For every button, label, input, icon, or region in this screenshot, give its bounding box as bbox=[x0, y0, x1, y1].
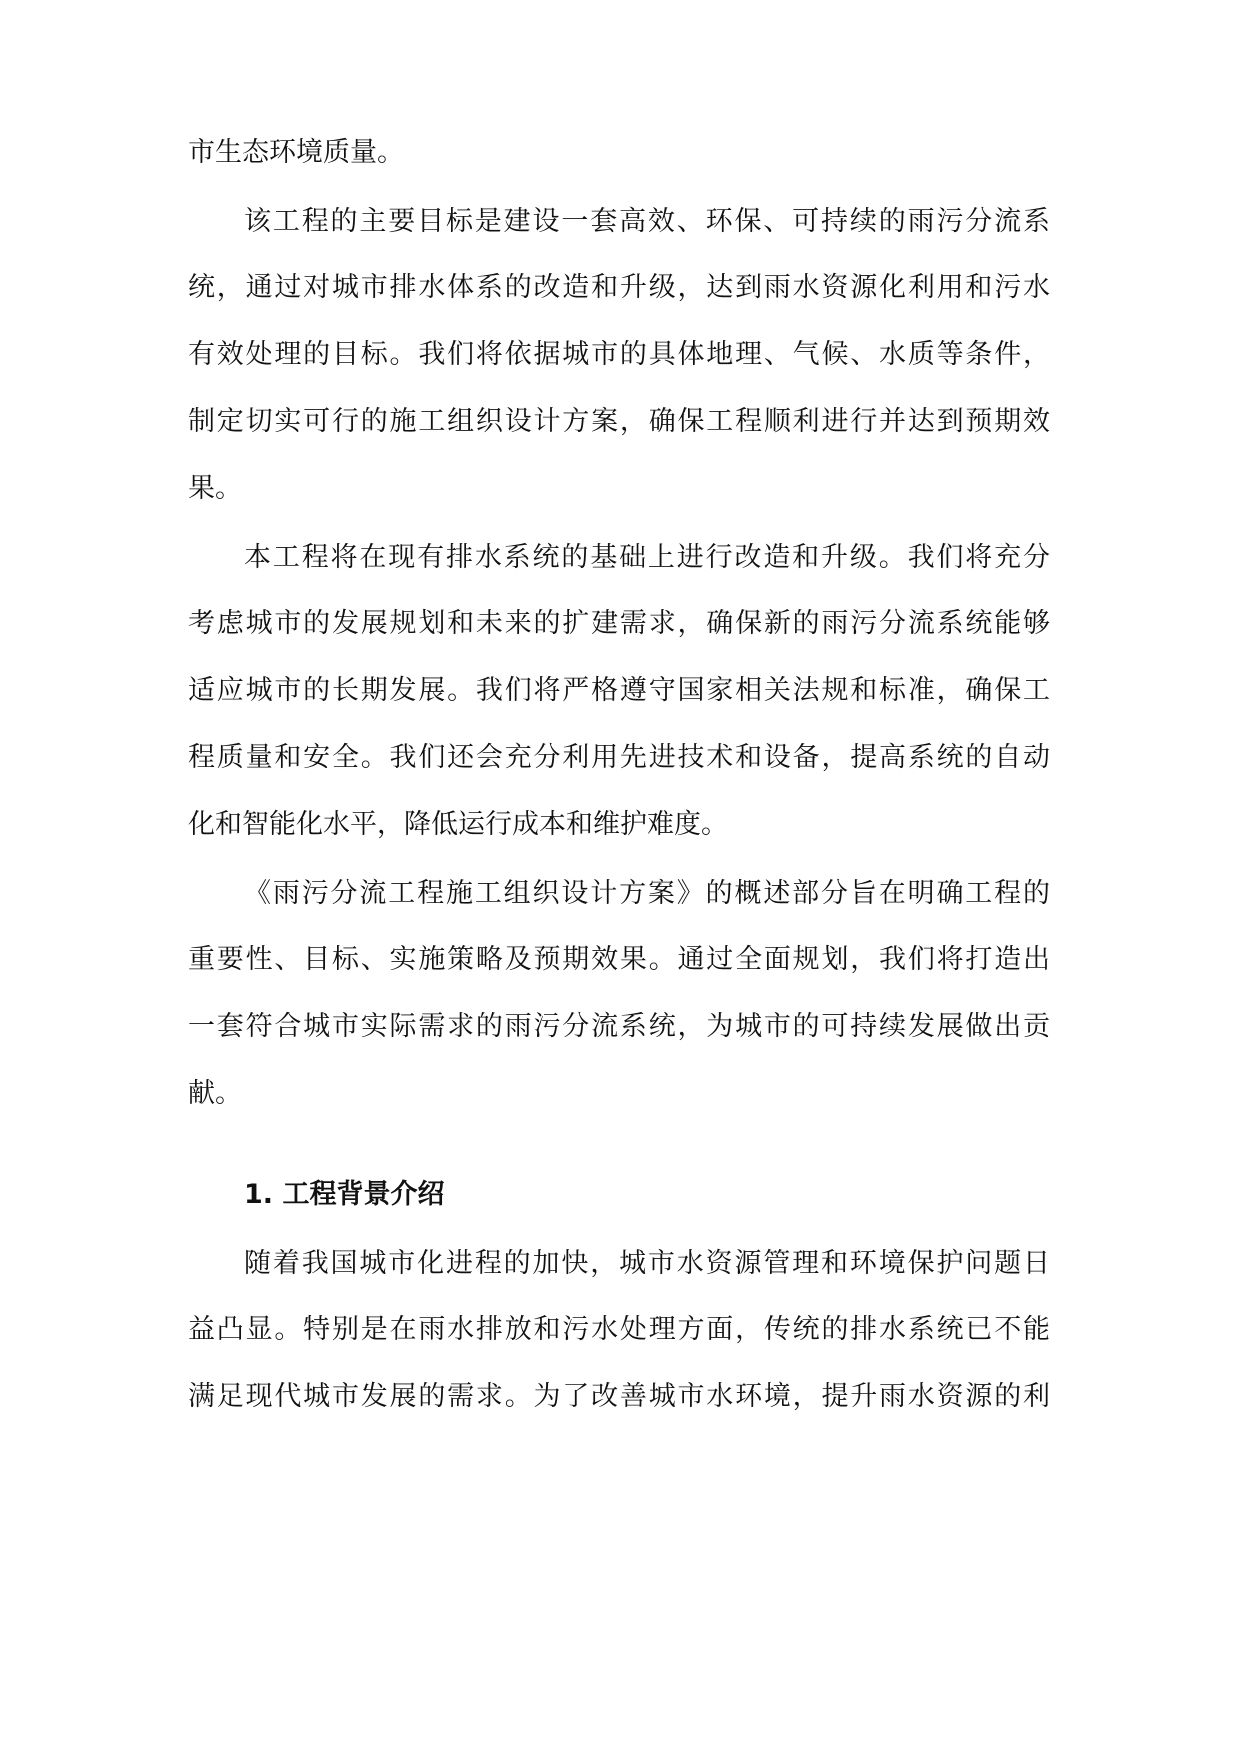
paragraph-line: 考虑城市的发展规划和未来的扩建需求，确保新的雨污分流系统能够 bbox=[188, 608, 1050, 639]
paragraph-line: 《雨污分流工程施工组织设计方案》的概述部分旨在明确工程的 bbox=[244, 878, 1050, 909]
paragraph-line: 有效处理的目标。我们将依据城市的具体地理、气候、水质等条件， bbox=[188, 339, 1050, 370]
paragraph-line: 献。 bbox=[188, 1078, 242, 1109]
paragraph-line: 适应城市的长期发展。我们将严格遵守国家相关法规和标准，确保工 bbox=[188, 675, 1050, 706]
paragraph-line: 该工程的主要目标是建设一套高效、环保、可持续的雨污分流系 bbox=[244, 206, 1050, 237]
paragraph-line: 统，通过对城市排水体系的改造和升级，达到雨水资源化利用和污水 bbox=[188, 272, 1050, 303]
paragraph-line: 本工程将在现有排水系统的基础上进行改造和升级。我们将充分 bbox=[244, 542, 1050, 573]
section-heading: 1. 工程背景介绍 bbox=[244, 1179, 445, 1210]
paragraph-line: 制定切实可行的施工组织设计方案，确保工程顺利进行并达到预期效 bbox=[188, 406, 1050, 437]
paragraph-line: 程质量和安全。我们还会充分利用先进技术和设备，提高系统的自动 bbox=[188, 742, 1050, 773]
paragraph-line: 满足现代城市发展的需求。为了改善城市水环境，提升雨水资源的利 bbox=[188, 1381, 1050, 1412]
paragraph-line: 市生态环境质量。 bbox=[188, 137, 404, 168]
paragraph-line: 化和智能化水平，降低运行成本和维护难度。 bbox=[188, 809, 728, 840]
paragraph-line: 一套符合城市实际需求的雨污分流系统，为城市的可持续发展做出贡 bbox=[188, 1011, 1050, 1042]
paragraph-line: 益凸显。特别是在雨水排放和污水处理方面，传统的排水系统已不能 bbox=[188, 1314, 1050, 1345]
paragraph-line: 重要性、目标、实施策略及预期效果。通过全面规划，我们将打造出 bbox=[188, 944, 1050, 975]
paragraph-line: 果。 bbox=[188, 473, 242, 504]
paragraph-line: 随着我国城市化进程的加快，城市水资源管理和环境保护问题日 bbox=[244, 1248, 1050, 1279]
